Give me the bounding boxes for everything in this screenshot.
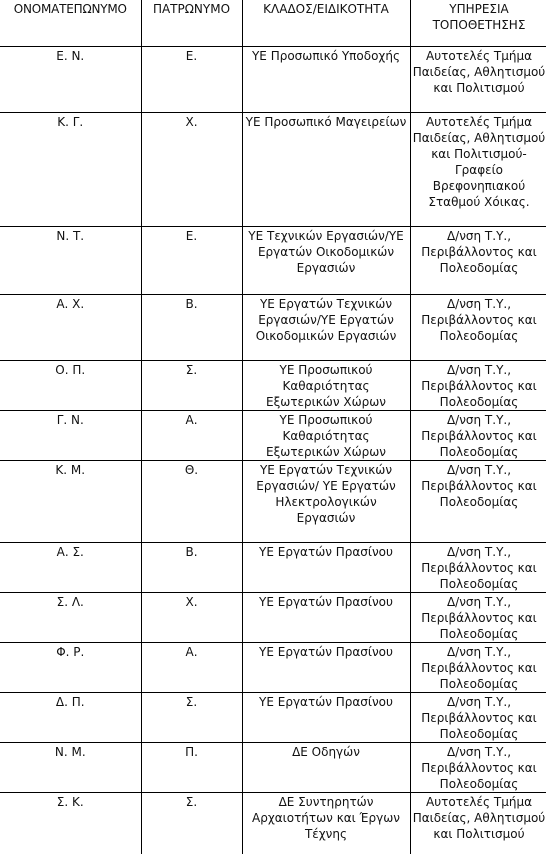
- table-row: [0, 112, 546, 226]
- cell-service: Δ/νση Τ.Υ., Περιβάλλοντος και Πολεοδομίας: [410, 742, 546, 792]
- cell-name: Α. Σ.: [0, 542, 141, 592]
- cell-name: Δ. Π.: [0, 692, 141, 742]
- cell-service: Δ/νση Τ.Υ., Περιβάλλοντος και Πολεοδομίας: [410, 642, 546, 692]
- cell-name: Σ. Λ.: [0, 592, 141, 642]
- table-row: [0, 460, 546, 542]
- cell-branch: ΥΕ Προσωπικό Μαγειρείων: [242, 112, 410, 226]
- cell-service: Αυτοτελές Τμήμα Παιδείας, Αθλητισμού και Πολιτισμού- Γραφείο Βρεφονηπιακού Σταθμού Χόικας.: [410, 112, 546, 226]
- cell-service: Δ/νση Τ.Υ., Περιβάλλοντος και Πολεοδομίας: [410, 592, 546, 642]
- cell-name: Ν. Μ.: [0, 742, 141, 792]
- cell-branch: ΥΕ Εργατών Τεχνικών Εργασιών/ ΥΕ Εργατών Ηλεκτρολογικών Εργασιών: [242, 460, 410, 542]
- cell-branch: ΥΕ Προσωπικό Υποδοχής: [242, 46, 410, 112]
- table-row: [0, 692, 546, 742]
- cell-father: Α.: [141, 642, 242, 692]
- cell-service: Δ/νση Τ.Υ., Περιβάλλοντος και Πολεοδομίας: [410, 226, 546, 294]
- column-header-branch: ΚΛΑΔΟΣ/ΕΙΔΙΚΟΤΗΤΑ: [242, 0, 410, 46]
- cell-branch: ΥΕ Προσωπικού Καθαριότητας Εξωτερικών Χώρων: [242, 360, 410, 410]
- cell-father: Β.: [141, 542, 242, 592]
- cell-father: Α.: [141, 410, 242, 460]
- cell-branch: ΥΕ Εργατών Πρασίνου: [242, 542, 410, 592]
- cell-father: Χ.: [141, 112, 242, 226]
- cell-branch: ΥΕ Εργατών Πρασίνου: [242, 592, 410, 642]
- table-header-row: [0, 0, 546, 46]
- table-row: [0, 294, 546, 360]
- table-row: [0, 792, 546, 854]
- cell-name: Γ. Ν.: [0, 410, 141, 460]
- cell-father: Θ.: [141, 460, 242, 542]
- cell-name: Α. Χ.: [0, 294, 141, 360]
- cell-name: Ε. Ν.: [0, 46, 141, 112]
- table-row: [0, 542, 546, 592]
- table-row: [0, 226, 546, 294]
- cell-branch: ΥΕ Προσωπικού Καθαριότητας Εξωτερικών Χώρων: [242, 410, 410, 460]
- table-row: [0, 360, 546, 410]
- cell-service: Δ/νση Τ.Υ., Περιβάλλοντος και Πολεοδομίας: [410, 692, 546, 742]
- table-row: [0, 592, 546, 642]
- cell-service: Αυτοτελές Τμήμα Παιδείας, Αθλητισμού και Πολιτισμού: [410, 792, 546, 854]
- cell-service: Αυτοτελές Τμήμα Παιδείας, Αθλητισμού και Πολιτισμού: [410, 46, 546, 112]
- cell-name: Ο. Π.: [0, 360, 141, 410]
- cell-father: Χ.: [141, 592, 242, 642]
- cell-name: Κ. Μ.: [0, 460, 141, 542]
- cell-father: Σ.: [141, 792, 242, 854]
- column-header-father: ΠΑΤΡΩΝΥΜΟ: [141, 0, 242, 46]
- cell-service: Δ/νση Τ.Υ., Περιβάλλοντος και Πολεοδομίας: [410, 542, 546, 592]
- cell-father: Ε.: [141, 226, 242, 294]
- cell-service: Δ/νση Τ.Υ., Περιβάλλοντος και Πολεοδομίας: [410, 360, 546, 410]
- cell-father: Σ.: [141, 692, 242, 742]
- cell-service: Δ/νση Τ.Υ., Περιβάλλοντος και Πολεοδομίας: [410, 410, 546, 460]
- column-header-service: ΥΠΗΡΕΣΙΑ ΤΟΠΟΘΕΤΗΣΗΣ: [410, 0, 546, 46]
- cell-branch: ΔΕ Οδηγών: [242, 742, 410, 792]
- cell-father: Σ.: [141, 360, 242, 410]
- cell-branch: ΥΕ Εργατών Πρασίνου: [242, 692, 410, 742]
- column-header-name: ΟΝΟΜΑΤΕΠΩΝΥΜΟ: [0, 0, 141, 46]
- table-body: [0, 46, 546, 854]
- cell-service: Δ/νση Τ.Υ., Περιβάλλοντος και Πολεοδομίας: [410, 460, 546, 542]
- cell-service: Δ/νση Τ.Υ., Περιβάλλοντος και Πολεοδομίας: [410, 294, 546, 360]
- cell-name: Φ. Ρ.: [0, 642, 141, 692]
- cell-name: Κ. Γ.: [0, 112, 141, 226]
- cell-branch: ΥΕ Τεχνικών Εργασιών/ΥΕ Εργατών Οικοδομικών Εργασιών: [242, 226, 410, 294]
- cell-father: Π.: [141, 742, 242, 792]
- cell-branch: ΥΕ Εργατών Τεχνικών Εργασιών/ΥΕ Εργατών Οικοδομικών Εργασιών: [242, 294, 410, 360]
- cell-branch: ΥΕ Εργατών Πρασίνου: [242, 642, 410, 692]
- cell-name: Σ. Κ.: [0, 792, 141, 854]
- cell-branch: ΔΕ Συντηρητών Αρχαιοτήτων και Έργων Τέχνης: [242, 792, 410, 854]
- cell-name: Ν. Τ.: [0, 226, 141, 294]
- cell-father: Ε.: [141, 46, 242, 112]
- table-row: [0, 46, 546, 112]
- table-row: [0, 742, 546, 792]
- table-row: [0, 410, 546, 460]
- table-row: [0, 642, 546, 692]
- cell-father: Β.: [141, 294, 242, 360]
